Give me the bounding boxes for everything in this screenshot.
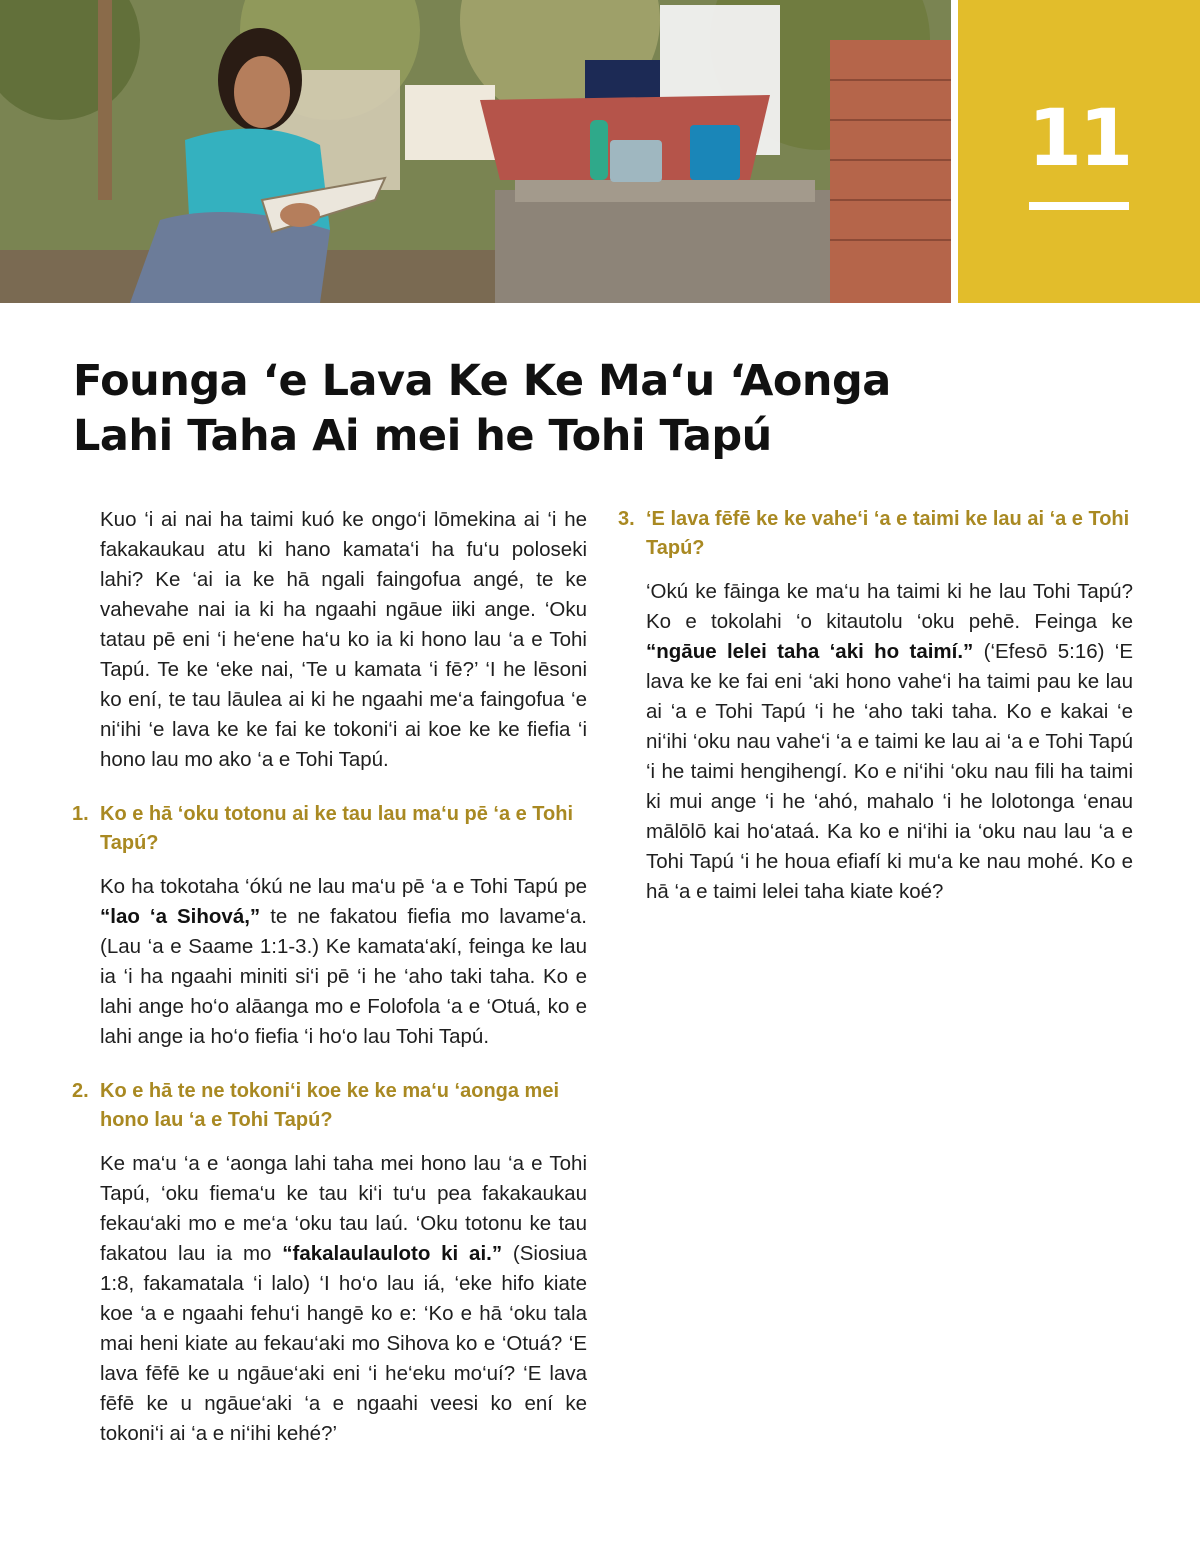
lesson-number-underline — [1029, 202, 1129, 210]
section-2-text-before: Ke ma‘u ‘a e ‘aonga lahi taha mei hono lau ‘a e Tohi Tapú, ‘oku fiema‘u ke tau ki‘i tu‘u pea fakakaukau fekau‘aki mo e me‘a ‘oku tau laú. ‘Oku totonu ke tau fakatou lau ia mo — [100, 1152, 587, 1265]
section-3-text-after: (‘Efesō 5:16) ‘E lava ke ke fai eni ‘aki hono vahe‘i ha taimi pau ke lau ai ‘a e Tohi Tapú ‘i he ‘aho taki taha. Ko e kakai ‘e ni‘ihi ‘oku nau vahe‘i ‘a e taimi ke lau ai ‘a e Tohi Tapú ‘i he taimi hengihengí. Ko e ni‘ihi ‘oku nau fili ha taimi ki mui ange ‘i he ‘ahó, mahalo ‘i he lolotonga ‘enau mālōlō kai ho‘ataá. Ka ko e ni‘ihi ia ‘oku nau lau ‘a e Tohi Tapú ‘i he houa efiafí ki mu‘a ke nau mohé. Ko e hā ‘a e taimi lelei taha kiate koé? — [646, 640, 1134, 903]
section-1-question-text: Ko e hā ‘oku totonu ai ke tau lau ma‘u pē ‘a e Tohi Tapú? — [100, 803, 574, 854]
intro-paragraph: Kuo ‘i ai nai ha taimi kuó ke ongo‘i lōmekina ai ‘i he fakakaukau atu ki hano kamata‘i ha fu‘u poloseki lahi? Ke ‘ai ia ke hā ngali faingofua angé, te ke vahevahe nai ia ki ha ngaahi ngāue iiki ange. ‘Oku tatau pē eni ‘i he‘ene ha‘u ko ia ki hono lau ‘a e Tohi Tapú. Te ke ‘eke nai, ‘Te u kamata ‘i fē?’ ‘I he lēsoni ko ení, te tau lāulea ai ki he ngaahi me‘a faingofua ‘e ni‘ihi ‘e lava ke ke fai ke tokoni‘i ai koe ke ke fiefia ‘i hono lau mo ako ‘a e Tohi Tapú. — [100, 508, 587, 771]
section-3-bold-quote: “ngāue lelei taha ‘aki ho taimí.” — [646, 640, 974, 663]
lesson-badge — [958, 0, 1200, 303]
header-photo — [0, 0, 951, 303]
section-3-text-before: ‘Okú ke fāinga ke ma‘u ha taimi ki he lau Tohi Tapú? Ko e tokolahi ‘o kitautolu ‘oku pehē. Feinga ke — [646, 580, 1133, 633]
section-3-paragraph — [646, 577, 1133, 907]
left-column — [72, 505, 587, 1449]
section-2-number: 2. — [72, 1080, 89, 1102]
section-3-question-text: ‘E lava fēfē ke ke vahe‘i ‘a e taimi ke lau ai ‘a e Tohi Tapú? — [646, 508, 1130, 559]
right-column — [618, 505, 1134, 907]
section-2-bold-quote: “fakalaulauloto ki ai.” — [282, 1242, 503, 1265]
lesson-number: 11 — [1027, 94, 1131, 184]
section-1-question — [72, 800, 587, 858]
section-1-text-after: te ne fakatou fiefia mo lavame‘a. (Lau ‘a e Saame 1:1-3.) Ke kamata‘akí, feinga ke lau ia ‘i ha ngaahi miniti si‘i pē ‘i he ‘aho taki taha. Ko e lahi ange ho‘o alāanga mo e Folofola ‘a e ‘Otuá, ko e lahi ange ia ho‘o fiefia ‘i ho‘o lau Tohi Tapú. — [100, 905, 587, 1048]
section-3-number: 3. — [618, 508, 635, 530]
woman-reading-bible-illustration — [0, 0, 951, 303]
page-title-line-1: Founga ‘e Lava Ke Ke Ma‘u ‘Aonga — [73, 356, 891, 406]
section-2-question — [72, 1077, 587, 1135]
section-2-paragraph — [100, 1149, 587, 1449]
section-2-question-text: Ko e hā te ne tokoni‘i koe ke ke ma‘u ‘aonga mei hono lau ‘a e Tohi Tapú? — [100, 1080, 560, 1131]
section-3-question — [618, 505, 1133, 563]
section-1-bold-quote: “lao ‘a Sihová,” — [100, 905, 261, 928]
section-1-text-before: Ko ha tokotaha ‘ókú ne lau ma‘u pē ‘a e Tohi Tapú pe — [100, 875, 587, 898]
page-title — [73, 354, 973, 464]
section-1-number: 1. — [72, 803, 89, 825]
page-title-line-2: Lahi Taha Ai mei he Tohi Tapú — [73, 411, 772, 461]
section-2-text-after: (Siosiua 1:8, fakamatala ‘i lalo) ‘I ho‘o lau iá, ‘eke hifo kiate koe ‘a e ngaahi fehu‘i hangē ko e: ‘Ko e hā ‘oku tala mai heni kiate au fekau‘aki mo Sihova ko e ‘Otuá? ‘E lava fēfē ke u ngāue‘aki eni ‘i he‘eku mo‘uí? ‘E lava fēfē ke u ngāue‘aki ‘a e ngaahi veesi ko ení ke tokoni‘i ai ‘a e ni‘ihi kehé?’ — [100, 1242, 587, 1445]
section-1-paragraph — [100, 872, 587, 1052]
